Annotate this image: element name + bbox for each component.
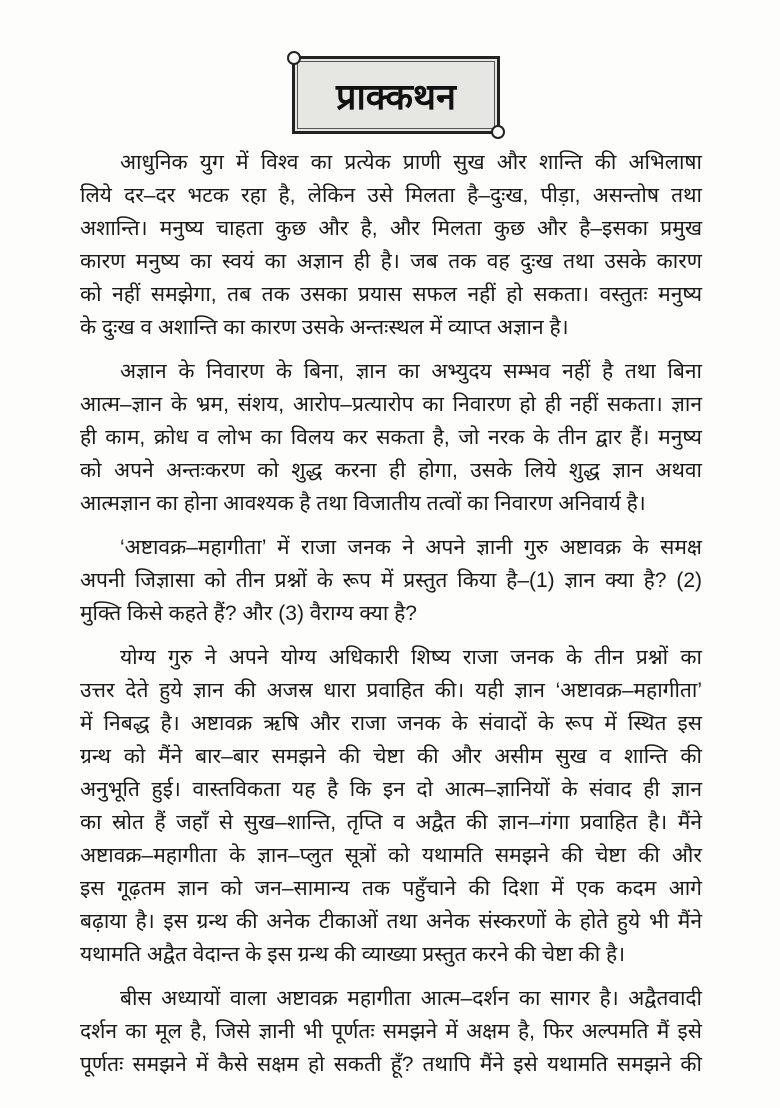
text-line: को अपने अन्तःकरण को शुद्ध करना ही होगा, उसके लिये शुद्ध ज्ञान अथवा (80, 459, 702, 482)
text-line: मुक्ति किसे कहते हैं? और (3) वैराग्य क्या है? (80, 602, 417, 625)
text-line: बीस अध्यायों वाला अष्टावक्र महागीता आत्म–दर्शन का सागर है। अद्वैतवादी (120, 987, 702, 1010)
text-line: लिये दर–दर भटक रहा है, लेकिन उसे मिलता है–दुःख, पीड़ा, असन्तोष तथा (80, 184, 702, 207)
text-line: आधुनिक युग में विश्व का प्रत्येक प्राणी सुख और शान्ति की अभिलाषा (120, 151, 702, 174)
text-line: उत्तर देते हुये ज्ञान की अजस्र धारा प्रवाहित की। यही ज्ञान ‘अष्टावक्र–महागीता’ (80, 679, 702, 702)
text-line: आत्मज्ञान का होना आवश्यक है तथा विजातीय तत्वों का निवारण अनिवार्य है। (80, 492, 646, 515)
body-text (80, 146, 702, 1092)
text-line: ही काम, क्रोध व लोभ का विलय कर सकता है, जो नरक के तीन द्वार हैं। मनुष्य (80, 426, 702, 449)
paragraph (80, 146, 702, 344)
text-line: अशान्ति। मनुष्य चाहता कुछ और है, और मिलता कुछ और है–इसका प्रमुख (80, 217, 702, 240)
chapter-title-box (292, 56, 500, 134)
text-line: दर्शन का मूल है, जिसे ज्ञानी भी पूर्णतः समझने में अक्षम है, फिर अल्पमति मैं इसे (80, 1020, 702, 1043)
paragraph (80, 355, 702, 520)
text-line: का स्रोत हैं जहाँ से सुख–शान्ति, तृप्ति व अद्वैत की ज्ञान–गंगा प्रवाहित है। मैंने (80, 811, 702, 834)
text-line: यथामति अद्वैत वेदान्त के इस ग्रन्थ की व्याख्या प्रस्तुत करने की चेष्टा की है। (80, 943, 626, 966)
text-line: योग्य गुरु ने अपने योग्य अधिकारी शिष्य राजा जनक के तीन प्रश्नों का (120, 646, 702, 669)
text-line: अनुभूति हुई। वास्तविकता यह है कि इन दो आत्म–ज्ञानियों के संवाद ही ज्ञान (80, 778, 702, 801)
text-line: आत्म–ज्ञान के भ्रम, संशय, आरोप–प्रत्यारोप का निवारण हो ही नहीं सकता। ज्ञान (80, 393, 702, 416)
paragraph (80, 982, 702, 1081)
paragraph (80, 531, 702, 630)
text-line: अपनी जिज्ञासा को तीन प्रश्नों के रूप में प्रस्तुत किया है–(1) ज्ञान क्या है? (2) (80, 569, 702, 592)
chapter-title: प्राक्कथन (335, 75, 457, 117)
text-line: ग्रन्थ को मैंने बार–बार समझने की चेष्टा की और असीम सुख व शान्ति की (80, 745, 702, 768)
text-line: अष्टावक्र–महागीता के ज्ञान–प्लुत सूत्रों को यथामति समझने की चेष्टा की और (80, 844, 702, 867)
text-line: ‘अष्टावक्र–महागीता’ में राजा जनक ने अपने ज्ञानी गुरु अष्टावक्र के समक्ष (120, 536, 702, 559)
text-line: पूर्णतः समझने में कैसे सक्षम हो सकती हूँ? तथापि मैंने इसे यथामति समझने की (80, 1053, 702, 1076)
text-line: बढ़ाया है। इस ग्रन्थ की अनेक टीकाओं तथा अनेक संस्करणों के होते हुये भी मैंने (80, 910, 702, 933)
text-line: को नहीं समझेगा, तब तक उसका प्रयास सफल नहीं हो सकता। वस्तुतः मनुष्य (80, 283, 702, 306)
paragraph (80, 641, 702, 971)
text-line: में निबद्ध है। अष्टावक्र ऋषि और राजा जनक के संवादों के रूप में स्थित इस (80, 712, 702, 735)
text-line: इस गूढ़तम ज्ञान को जन–सामान्य तक पहुँचाने की दिशा में एक कदम आगे (80, 877, 702, 900)
text-line: कारण मनुष्य का स्वयं का अज्ञान ही है। जब तक वह दुःख तथा उसके कारण (80, 250, 702, 273)
text-line: अज्ञान के निवारण के बिना, ज्ञान का अभ्युदय सम्भव नहीं है तथा बिना (120, 360, 702, 383)
text-line: के दुःख व अशान्ति का कारण उसके अन्तःस्थल में व्याप्त अज्ञान है। (80, 316, 569, 339)
